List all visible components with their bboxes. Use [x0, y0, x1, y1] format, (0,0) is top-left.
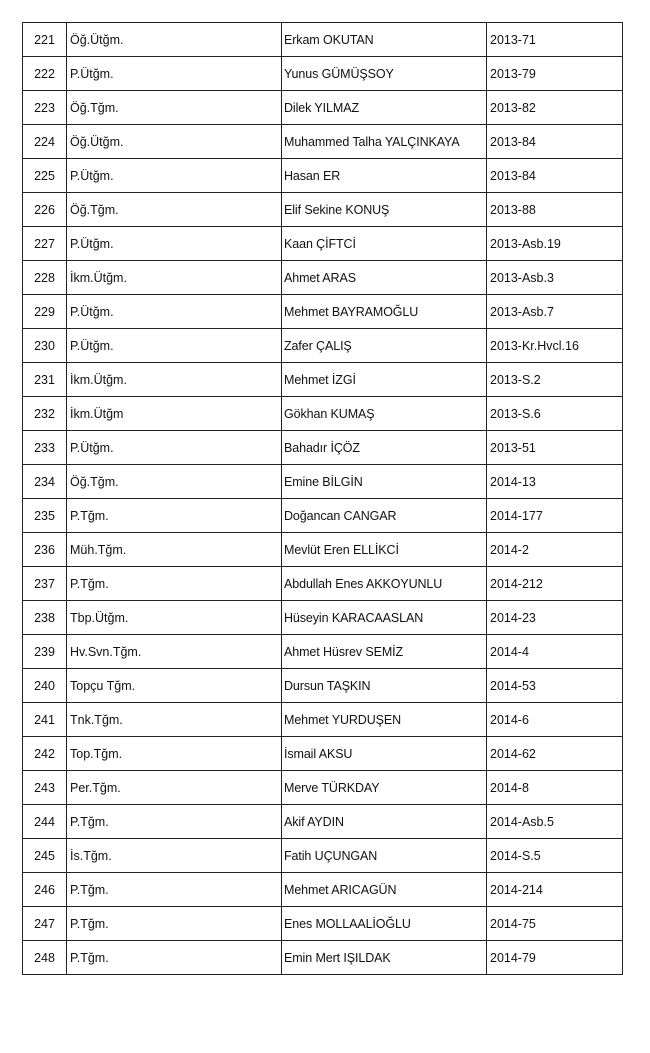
table-row [23, 635, 623, 669]
row-number: 227 [23, 227, 67, 261]
row-number: 225 [23, 159, 67, 193]
name-cell: Bahadır İÇÖZ [282, 431, 487, 465]
row-number: 233 [23, 431, 67, 465]
name-cell: Dursun TAŞKIN [282, 669, 487, 703]
table-row [23, 839, 623, 873]
code-cell: 2014-23 [487, 601, 623, 635]
row-number: 229 [23, 295, 67, 329]
row-number: 238 [23, 601, 67, 635]
name-cell: Akif AYDIN [282, 805, 487, 839]
name-cell: Ahmet Hüsrev SEMİZ [282, 635, 487, 669]
row-number: 236 [23, 533, 67, 567]
code-cell: 2014-6 [487, 703, 623, 737]
name-cell: Yunus GÜMÜŞSOY [282, 57, 487, 91]
rank-cell: P.Ütğm. [67, 227, 282, 261]
rank-cell: P.Ütğm. [67, 159, 282, 193]
row-number: 244 [23, 805, 67, 839]
rank-cell: İs.Tğm. [67, 839, 282, 873]
rank-cell: Öğ.Tğm. [67, 193, 282, 227]
row-number: 222 [23, 57, 67, 91]
table-row [23, 567, 623, 601]
code-cell: 2013-71 [487, 23, 623, 57]
table-row [23, 907, 623, 941]
code-cell: 2014-53 [487, 669, 623, 703]
name-cell: Hüseyin KARACAASLAN [282, 601, 487, 635]
row-number: 247 [23, 907, 67, 941]
code-cell: 2013-Asb.7 [487, 295, 623, 329]
code-cell: 2014-212 [487, 567, 623, 601]
name-cell: Abdullah Enes AKKOYUNLU [282, 567, 487, 601]
rank-cell: İkm.Ütğm. [67, 363, 282, 397]
personnel-table [22, 22, 623, 975]
code-cell: 2013-88 [487, 193, 623, 227]
row-number: 240 [23, 669, 67, 703]
rank-cell: Top.Tğm. [67, 737, 282, 771]
rank-cell: P.Ütğm. [67, 57, 282, 91]
table-row [23, 397, 623, 431]
name-cell: Mehmet ARICAGÜN [282, 873, 487, 907]
name-cell: İsmail AKSU [282, 737, 487, 771]
rank-cell: P.Tğm. [67, 567, 282, 601]
name-cell: Enes MOLLAALİOĞLU [282, 907, 487, 941]
rank-cell: P.Ütğm. [67, 329, 282, 363]
code-cell: 2013-51 [487, 431, 623, 465]
table-row [23, 329, 623, 363]
rank-cell: P.Tğm. [67, 499, 282, 533]
name-cell: Merve TÜRKDAY [282, 771, 487, 805]
table-row [23, 261, 623, 295]
table-row [23, 499, 623, 533]
code-cell: 2013-Kr.Hvcl.16 [487, 329, 623, 363]
row-number: 234 [23, 465, 67, 499]
code-cell: 2013-Asb.19 [487, 227, 623, 261]
table-row [23, 737, 623, 771]
name-cell: Emine BİLGİN [282, 465, 487, 499]
row-number: 221 [23, 23, 67, 57]
code-cell: 2014-62 [487, 737, 623, 771]
code-cell: 2014-177 [487, 499, 623, 533]
rank-cell: P.Ütğm. [67, 431, 282, 465]
rank-cell: P.Tğm. [67, 941, 282, 975]
row-number: 235 [23, 499, 67, 533]
rank-cell: Öğ.Tğm. [67, 91, 282, 125]
table-row [23, 533, 623, 567]
table-row [23, 91, 623, 125]
row-number: 239 [23, 635, 67, 669]
code-cell: 2013-Asb.3 [487, 261, 623, 295]
table-row [23, 125, 623, 159]
row-number: 241 [23, 703, 67, 737]
name-cell: Hasan ER [282, 159, 487, 193]
code-cell: 2014-79 [487, 941, 623, 975]
code-cell: 2014-4 [487, 635, 623, 669]
row-number: 237 [23, 567, 67, 601]
rank-cell: P.Tğm. [67, 805, 282, 839]
table-row [23, 227, 623, 261]
rank-cell: Tbp.Ütğm. [67, 601, 282, 635]
row-number: 242 [23, 737, 67, 771]
rank-cell: Müh.Tğm. [67, 533, 282, 567]
row-number: 224 [23, 125, 67, 159]
name-cell: Kaan ÇİFTCİ [282, 227, 487, 261]
name-cell: Elif Sekine KONUŞ [282, 193, 487, 227]
code-cell: 2014-2 [487, 533, 623, 567]
name-cell: Mehmet BAYRAMOĞLU [282, 295, 487, 329]
name-cell: Dilek YILMAZ [282, 91, 487, 125]
table-row [23, 159, 623, 193]
name-cell: Emin Mert IŞILDAK [282, 941, 487, 975]
code-cell: 2013-79 [487, 57, 623, 91]
name-cell: Ahmet ARAS [282, 261, 487, 295]
table-row [23, 57, 623, 91]
personnel-table-body [23, 23, 623, 975]
code-cell: 2014-S.5 [487, 839, 623, 873]
table-row [23, 703, 623, 737]
table-row [23, 193, 623, 227]
code-cell: 2014-Asb.5 [487, 805, 623, 839]
rank-cell: Öğ.Ütğm. [67, 23, 282, 57]
name-cell: Gökhan KUMAŞ [282, 397, 487, 431]
row-number: 230 [23, 329, 67, 363]
rank-cell: Per.Tğm. [67, 771, 282, 805]
code-cell: 2014-13 [487, 465, 623, 499]
table-row [23, 23, 623, 57]
code-cell: 2013-82 [487, 91, 623, 125]
name-cell: Erkam OKUTAN [282, 23, 487, 57]
code-cell: 2014-214 [487, 873, 623, 907]
rank-cell: Topçu Tğm. [67, 669, 282, 703]
table-row [23, 873, 623, 907]
name-cell: Mehmet İZGİ [282, 363, 487, 397]
code-cell: 2014-75 [487, 907, 623, 941]
rank-cell: P.Ütğm. [67, 295, 282, 329]
row-number: 231 [23, 363, 67, 397]
table-row [23, 465, 623, 499]
row-number: 248 [23, 941, 67, 975]
rank-cell: İkm.Ütğm. [67, 261, 282, 295]
table-row [23, 601, 623, 635]
table-row [23, 295, 623, 329]
rank-cell: Öğ.Tğm. [67, 465, 282, 499]
name-cell: Fatih UÇUNGAN [282, 839, 487, 873]
code-cell: 2014-8 [487, 771, 623, 805]
row-number: 243 [23, 771, 67, 805]
name-cell: Muhammed Talha YALÇINKAYA [282, 125, 487, 159]
rank-cell: Tnk.Tğm. [67, 703, 282, 737]
rank-cell: Öğ.Ütğm. [67, 125, 282, 159]
table-row [23, 431, 623, 465]
table-row [23, 941, 623, 975]
table-row [23, 363, 623, 397]
table-row [23, 771, 623, 805]
name-cell: Mehmet YURDUŞEN [282, 703, 487, 737]
name-cell: Zafer ÇALIŞ [282, 329, 487, 363]
row-number: 223 [23, 91, 67, 125]
row-number: 228 [23, 261, 67, 295]
code-cell: 2013-84 [487, 159, 623, 193]
rank-cell: P.Tğm. [67, 873, 282, 907]
rank-cell: Hv.Svn.Tğm. [67, 635, 282, 669]
code-cell: 2013-S.6 [487, 397, 623, 431]
rank-cell: İkm.Ütğm [67, 397, 282, 431]
name-cell: Doğancan CANGAR [282, 499, 487, 533]
row-number: 245 [23, 839, 67, 873]
row-number: 226 [23, 193, 67, 227]
rank-cell: P.Tğm. [67, 907, 282, 941]
code-cell: 2013-84 [487, 125, 623, 159]
table-row [23, 669, 623, 703]
row-number: 246 [23, 873, 67, 907]
row-number: 232 [23, 397, 67, 431]
code-cell: 2013-S.2 [487, 363, 623, 397]
name-cell: Mevlüt Eren ELLİKCİ [282, 533, 487, 567]
table-row [23, 805, 623, 839]
